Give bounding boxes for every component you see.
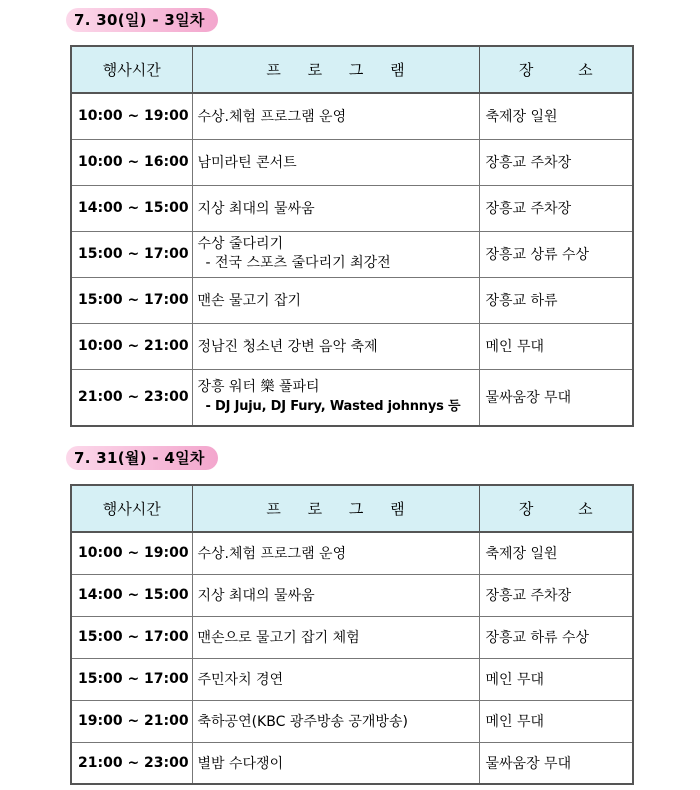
- row-time: 21:00 ~ 23:00: [71, 742, 192, 784]
- header-program: 프 로 그 램: [192, 46, 479, 93]
- table-row: [71, 658, 633, 700]
- table-row: [71, 532, 633, 574]
- table-row: [71, 742, 633, 784]
- row-time: 19:00 ~ 21:00: [71, 700, 192, 742]
- row-place: 메인 무대: [479, 323, 633, 369]
- row-time: 10:00 ~ 19:00: [71, 93, 192, 139]
- row-time: 15:00 ~ 17:00: [71, 231, 192, 277]
- row-time: 15:00 ~ 17:00: [71, 658, 192, 700]
- row-program-sub: - DJ Juju, DJ Fury, Wasted johnnys 등: [205, 399, 461, 415]
- row-place: 장흥교 상류 수상: [479, 231, 633, 277]
- row-place: 물싸움장 무대: [479, 742, 633, 784]
- day1-schedule-table: [70, 45, 634, 427]
- row-program: 지상 최대의 물싸움: [192, 185, 479, 231]
- table-row: [71, 323, 633, 369]
- table-row: [71, 369, 633, 426]
- row-program: 지상 최대의 물싸움: [192, 574, 479, 616]
- row-place: 메인 무대: [479, 700, 633, 742]
- row-time: 14:00 ~ 15:00: [71, 574, 192, 616]
- table-row: [71, 277, 633, 323]
- row-program: 수상.체험 프로그램 운영: [192, 532, 479, 574]
- table-row: [71, 616, 633, 658]
- row-place: 장흥교 하류 수상: [479, 616, 633, 658]
- row-program-sub: - 전국 스포츠 줄다리기 최강전: [205, 255, 391, 271]
- row-program: 장흥 워터 樂 풀파티: [197, 379, 320, 396]
- row-program: 정남진 청소년 강변 음악 축제: [192, 323, 479, 369]
- row-time: 10:00 ~ 21:00: [71, 323, 192, 369]
- table-row: [71, 93, 633, 139]
- row-time: 15:00 ~ 17:00: [71, 277, 192, 323]
- table-row: [71, 700, 633, 742]
- row-program-cell: [192, 231, 479, 277]
- header-time: 행사시간: [71, 485, 192, 532]
- row-place: 장흥교 주차장: [479, 139, 633, 185]
- header-time: 행사시간: [71, 46, 192, 93]
- table-row: [71, 574, 633, 616]
- row-time: 10:00 ~ 16:00: [71, 139, 192, 185]
- row-program: 주민자치 경연: [192, 658, 479, 700]
- row-time: 14:00 ~ 15:00: [71, 185, 192, 231]
- table-row: [71, 231, 633, 277]
- row-place: 장흥교 주차장: [479, 185, 633, 231]
- row-program: 별밤 수다쟁이: [192, 742, 479, 784]
- header-place: 장 소: [479, 485, 633, 532]
- row-place: 장흥교 주차장: [479, 574, 633, 616]
- table-row: [71, 185, 633, 231]
- day2-heading-badge: 7. 31(월) - 4일차: [66, 446, 218, 470]
- row-place: 장흥교 하류: [479, 277, 633, 323]
- row-program: 수상.체험 프로그램 운영: [192, 93, 479, 139]
- row-program: 남미라틴 콘서트: [192, 139, 479, 185]
- row-place: 축제장 일원: [479, 532, 633, 574]
- row-place: 축제장 일원: [479, 93, 633, 139]
- row-time: 10:00 ~ 19:00: [71, 532, 192, 574]
- table-header-row: [71, 46, 633, 93]
- row-program: 맨손으로 물고기 잡기 체험: [192, 616, 479, 658]
- table-header-row: [71, 485, 633, 532]
- row-place: 물싸움장 무대: [479, 369, 633, 426]
- table-row: [71, 139, 633, 185]
- row-place: 메인 무대: [479, 658, 633, 700]
- row-program-cell: [192, 369, 479, 426]
- header-place: 장 소: [479, 46, 633, 93]
- row-program: 축하공연(KBC 광주방송 공개방송): [192, 700, 479, 742]
- row-time: 21:00 ~ 23:00: [71, 369, 192, 426]
- row-program: 맨손 물고기 잡기: [192, 277, 479, 323]
- row-program: 수상 줄다리기: [197, 236, 284, 252]
- header-program: 프 로 그 램: [192, 485, 479, 532]
- day1-heading-badge: 7. 30(일) - 3일차: [66, 8, 218, 32]
- day2-schedule-table: [70, 484, 634, 785]
- row-time: 15:00 ~ 17:00: [71, 616, 192, 658]
